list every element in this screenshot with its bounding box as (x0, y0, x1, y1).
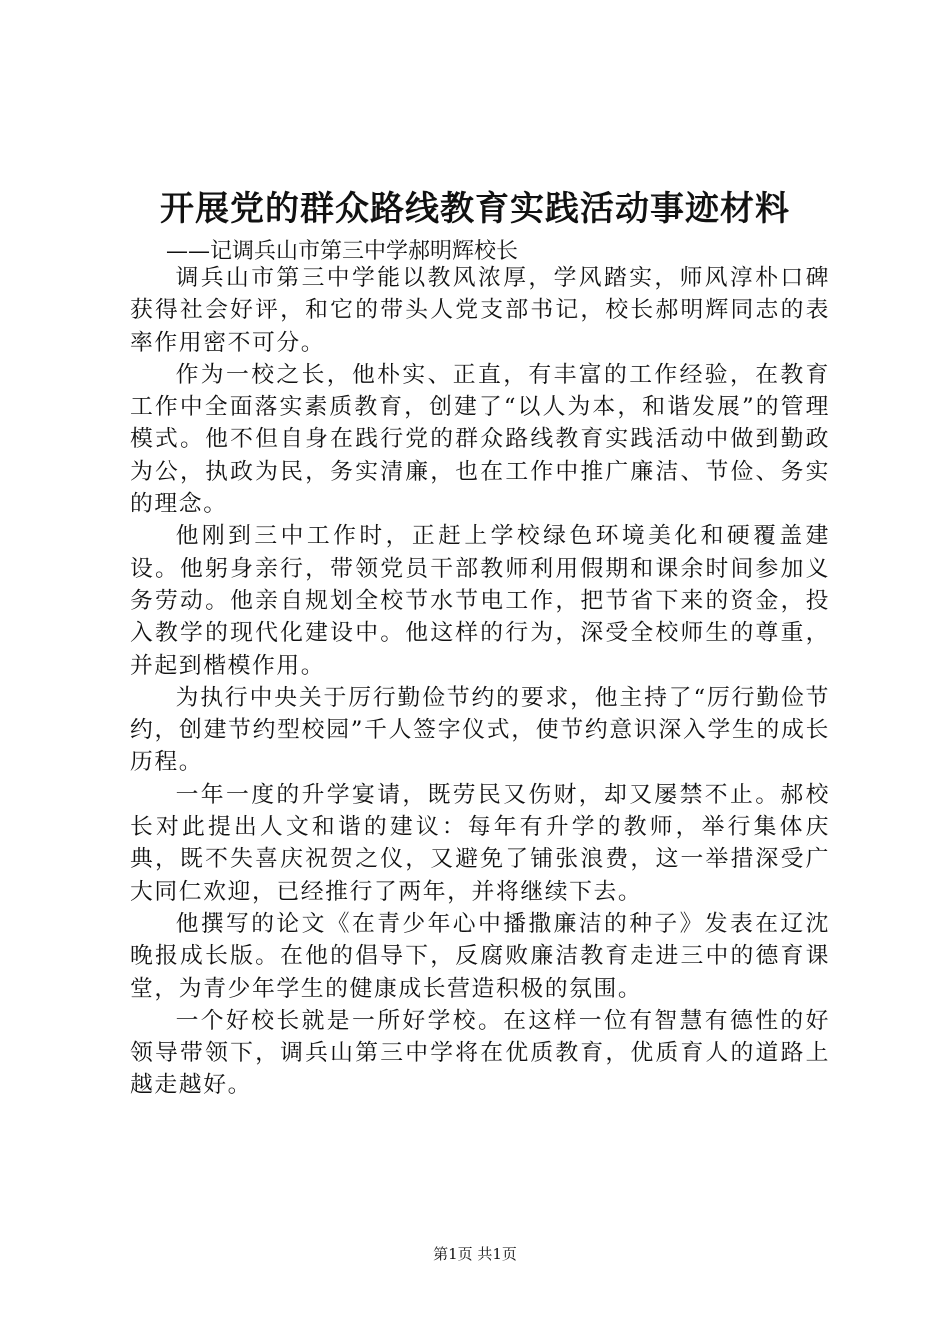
document-subtitle: ——记调兵山市第三中学郝明辉校长 (166, 239, 519, 264)
document-title: 开展党的群众路线教育实践活动事迹材料 (160, 189, 790, 229)
paragraph: 作为一校之长，他朴实、正直，有丰富的工作经验，在教育工作中全面落实素质教育，创建了“以人为本，和谐发展”的管理模式。他不但自身在践行党的群众路线教育实践活动中做到勤政为公，执政为民，务实清廉，也在工作中推广廉洁、节俭、务实的理念。 (130, 361, 830, 518)
paragraph: 他撰写的论文《在青少年心中播撒廉洁的种子》发表在辽沈晚报成长版。在他的倡导下，反腐败廉洁教育走进三中的德育课堂，为青少年学生的健康成长营造积极的氛围。 (130, 910, 830, 1002)
paragraph: 调兵山市第三中学能以教风浓厚，学风踏实，师风淳朴口碑获得社会好评，和它的带头人党支部书记，校长郝明辉同志的表率作用密不可分。 (130, 265, 830, 356)
paragraph: 一个好校长就是一所好学校。在这样一位有智慧有德性的好领导带领下，调兵山第三中学将在优质教育，优质育人的道路上越走越好。 (130, 1007, 830, 1099)
paragraph: 为执行中央关于厉行勤俭节约的要求，他主持了“厉行勤俭节约，创建节约型校园”千人签字仪式，使节约意识深入学生的成长历程。 (130, 684, 830, 776)
document-body (130, 262, 830, 1102)
page-number-footer: 第1页 共1页 (433, 1245, 517, 1263)
paragraph: 一年一度的升学宴请，既劳民又伤财，却又屡禁不止。郝校长对此提出人文和谐的建议：每年有升学的教师，举行集体庆典，既不失喜庆祝贺之仪，又避免了铺张浪费，这一举措深受广大同仁欢迎，已经推行了两年，并将继续下去。 (130, 781, 830, 905)
paragraph: 他刚到三中工作时，正赶上学校绿色环境美化和硬覆盖建设。他躬身亲行，带领党员干部教师利用假期和课余时间参加义务劳动。他亲自规划全校节水节电工作，把节省下来的资金，投入教学的现代化建设中。他这样的行为，深受全校师生的尊重，并起到楷模作用。 (130, 523, 830, 679)
